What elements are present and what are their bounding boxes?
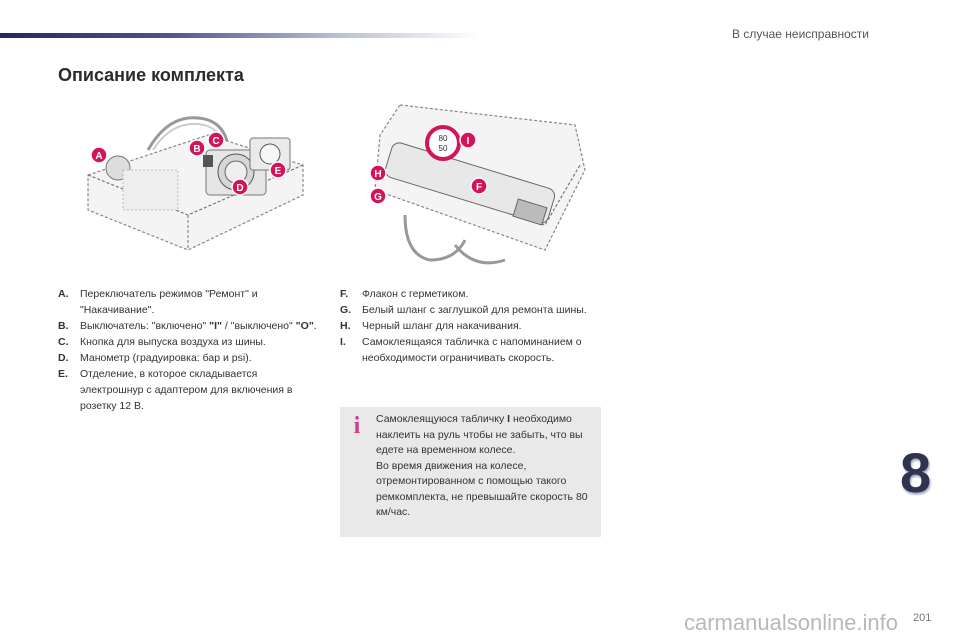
legend-item bbox=[58, 334, 320, 350]
legend-key: F. bbox=[340, 288, 349, 300]
info-paragraph: Самоклеящуюся табличку I необходимо наклеить на руль чтобы не забыть, что вы едете на временном колесе. bbox=[376, 413, 583, 456]
legend-key: B. bbox=[58, 320, 69, 332]
callout-i bbox=[460, 132, 476, 148]
legend-text: Кнопка для выпуска воздуха из шины. bbox=[80, 336, 266, 348]
legend-item bbox=[58, 318, 320, 334]
legend-key: I. bbox=[340, 336, 346, 348]
info-box bbox=[340, 407, 601, 537]
legend-text: Переключатель режимов "Ремонт" и "Накачивание". bbox=[80, 288, 258, 316]
chapter-title: В случае неисправности bbox=[732, 27, 869, 41]
legend-text: Черный шланг для накачивания. bbox=[362, 320, 522, 332]
svg-text:H: H bbox=[374, 169, 382, 180]
page-number: 201 bbox=[913, 612, 932, 624]
legend-right bbox=[340, 286, 602, 366]
sealant-illustration bbox=[355, 95, 595, 270]
chapter-number: 8 bbox=[900, 441, 932, 504]
legend-text: Манометр (градуировка: бар и psi). bbox=[80, 352, 252, 364]
legend-item bbox=[58, 350, 320, 366]
svg-text:50: 50 bbox=[438, 144, 448, 153]
callout-f bbox=[471, 178, 487, 194]
callout-b bbox=[189, 140, 205, 156]
legend-text: Выключатель: "включено" "I" / "выключено" "O". bbox=[80, 320, 317, 332]
legend-item bbox=[340, 334, 602, 366]
callout-c bbox=[208, 132, 224, 148]
info-icon: i bbox=[353, 413, 361, 439]
svg-text:A: A bbox=[95, 151, 103, 162]
svg-text:E: E bbox=[274, 166, 282, 177]
callout-g bbox=[370, 188, 386, 204]
legend-item bbox=[58, 286, 320, 318]
svg-text:80: 80 bbox=[438, 134, 448, 143]
info-paragraph: Во время движения на колесе, отремонтированном с помощью такого ремкомплекта, не превышайте скорость 80 км/час. bbox=[376, 459, 588, 518]
callout-a bbox=[91, 147, 107, 163]
info-text bbox=[376, 412, 594, 521]
watermark: carmanualsonline.info bbox=[684, 610, 899, 635]
svg-text:C: C bbox=[212, 136, 220, 147]
legend-key: A. bbox=[58, 288, 69, 300]
legend-item bbox=[340, 302, 602, 318]
legend-item bbox=[340, 286, 602, 302]
legend-key: D. bbox=[58, 352, 69, 364]
callout-h bbox=[370, 165, 386, 181]
legend-left bbox=[58, 286, 320, 414]
legend-text: Отделение, в которое складывается электрошнур с адаптером для включения в розетку 12 В. bbox=[80, 368, 293, 412]
svg-text:B: B bbox=[193, 144, 201, 155]
legend-text: Самоклеящаяся табличка с напоминанием о необходимости ограничивать скорость. bbox=[362, 336, 582, 364]
svg-text:G: G bbox=[374, 192, 382, 203]
svg-text:D: D bbox=[236, 183, 244, 194]
legend-text: Белый шланг с заглушкой для ремонта шины. bbox=[362, 304, 587, 316]
header-bar bbox=[0, 33, 480, 38]
legend-key: H. bbox=[340, 320, 351, 332]
svg-text:I: I bbox=[466, 136, 470, 147]
legend-key: G. bbox=[340, 304, 352, 316]
section-title: Описание комплекта bbox=[58, 65, 244, 85]
legend-key: E. bbox=[58, 368, 68, 380]
compressor-illustration bbox=[78, 110, 318, 260]
callout-e bbox=[270, 162, 286, 178]
legend-text: Флакон с герметиком. bbox=[362, 288, 469, 300]
legend-key: C. bbox=[58, 336, 69, 348]
speed-sticker bbox=[427, 127, 459, 159]
legend-item bbox=[58, 366, 320, 414]
callout-d bbox=[232, 179, 248, 195]
legend-item bbox=[340, 318, 602, 334]
svg-text:F: F bbox=[475, 182, 483, 193]
